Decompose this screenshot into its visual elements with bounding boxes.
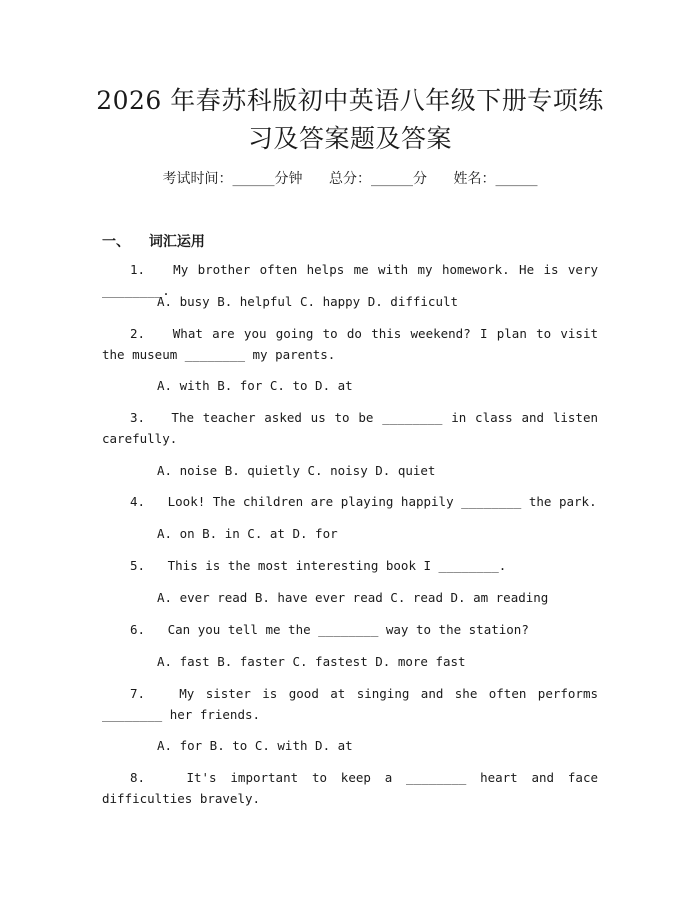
question-4-options: A. on B. in C. at D. for <box>157 526 338 541</box>
question-6: 6. Can you tell me the ________ way to the station? <box>130 622 529 637</box>
student-name: 姓名：______ <box>453 171 538 187</box>
question-1-options: A. busy B. helpful C. happy D. difficult <box>157 294 459 309</box>
section-title: 词汇运用 <box>148 234 205 250</box>
title-line-1: 2026 年春苏科版初中英语八年级下册专项练 <box>96 86 604 115</box>
question-2: 2. What are you going to do this weekend? I plan to visit the museum ________ my parents. <box>102 326 606 362</box>
question-3: 3. The teacher asked us to be ________ in class and listen carefully. <box>102 410 606 446</box>
question-4: 4. Look! The children are playing happily ________ the park. <box>130 494 597 509</box>
exam-total-score: 总分：______分 <box>329 171 427 187</box>
question-3-options: A. noise B. quietly C. noisy D. quiet <box>157 463 436 478</box>
document-title <box>60 82 640 158</box>
section-number: 一、 <box>102 234 130 250</box>
question-7-options: A. for B. to C. with D. at <box>157 738 353 753</box>
question-8: 8. It's important to keep a ________ heart and face difficulties bravely. <box>102 770 606 806</box>
question-7: 7. My sister is good at singing and she often performs ________ her friends. <box>102 686 606 722</box>
title-line-2: 习及答案题及答案 <box>247 124 452 153</box>
question-2-options: A. with B. for C. to D. at <box>157 378 353 393</box>
question-6-options: A. fast B. faster C. fastest D. more fast <box>157 654 466 669</box>
question-1: 1. My brother often helps me with my homework. He is very ________. <box>102 262 606 298</box>
question-5: 5. This is the most interesting book I ________. <box>130 558 507 573</box>
question-5-options: A. ever read B. have ever read C. read D. am reading <box>157 590 549 605</box>
exam-time: 考试时间：______分钟 <box>162 171 303 187</box>
exam-info <box>0 168 700 188</box>
section-heading <box>102 231 205 251</box>
